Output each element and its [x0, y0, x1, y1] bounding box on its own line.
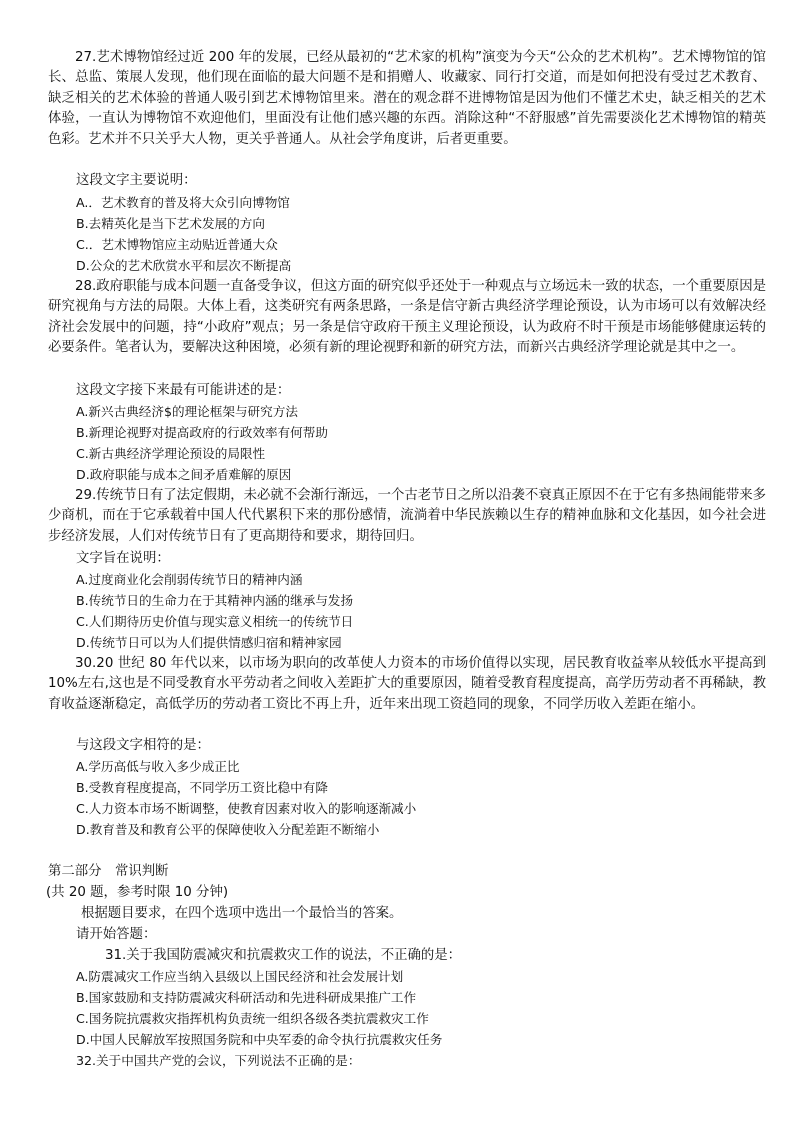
question-30-passage: 30.20 世纪 80 年代以来，以市场为职向的改革使人力资本的市场价值得以实现，居民教育收益率从较低水平提高到 10%左右,这也是不同受教育水平劳动者之间收入差距扩大的重要原因，随着受教育程度提高，高学历劳动者不再稀缺，教育收益逐渐稳定，高低学历的劳动者工资比不再上升，近年来出现工资趋同的现象，不同学历收入差距在缩小。	[48, 656, 766, 712]
question-30-option-a: A.学历高低与收入多少成正比	[76, 759, 240, 774]
question-31-prompt: 31.关于我国防震减灾和抗震救灾工作的说法，不正确的是：	[105, 948, 462, 963]
question-30-prompt: 与这段文字相符的是：	[76, 738, 210, 753]
question-27-option-d: D.公众的艺术欣赏水平和层次不断提高	[76, 258, 292, 273]
question-31-option-c: C.国务院抗震救灾指挥机构负责统一组织各级各类抗震救灾工作	[76, 1011, 429, 1026]
section-2-title: 第二部分 常识判断	[48, 864, 169, 879]
question-29-option-a: A.过度商业化会削弱传统节日的精神内涵	[76, 572, 303, 587]
question-31-option-a: A.防震减灾工作应当纳入县级以上国民经济和社会发展计划	[76, 969, 404, 984]
question-28-option-a: A.新兴古典经济$的理论框架与研究方法	[76, 404, 298, 419]
question-30-option-d: D.教育普及和教育公平的保障使收入分配差距不断缩小	[76, 822, 380, 837]
section-2-start: 请开始答题：	[76, 927, 157, 942]
question-28-option-c: C.新古典经济学理论预设的局限性	[76, 446, 266, 461]
question-30-option-c: C.人力资本市场不断调整，使教育因素对收入的影响逐渐减小	[76, 801, 417, 816]
question-28-prompt: 这段文字接下来最有可能讲述的是：	[76, 383, 291, 398]
question-29-option-b: B.传统节日的生命力在于其精神内涵的继承与发扬	[76, 593, 354, 608]
question-29-prompt: 文字旨在说明：	[76, 551, 170, 566]
question-32-prompt: 32.关于中国共产党的会议，下列说法不正确的是：	[76, 1053, 361, 1068]
section-2-subtitle: (共 20 题，参考时限 10 分钟)	[46, 885, 229, 900]
section-2-instruction: 根据题目要求，在四个选项中选出一个最恰当的答案。	[81, 906, 403, 921]
question-30-option-b: B.受教育程度提高，不同学历工资比稳中有降	[76, 780, 328, 795]
question-27-option-a: A.．艺术教育的普及将大众引向博物馆	[76, 195, 290, 210]
question-29-option-c: C.人们期待历史价值与现实意义相统一的传统节日	[76, 614, 354, 629]
question-29-option-d: D.传统节日可以为人们提供情感归宿和精神家园	[76, 635, 342, 650]
question-27-prompt: 这段文字主要说明：	[76, 173, 197, 188]
question-27-passage: 27.艺术博物馆经过近 200 年的发展，已经从最初的“艺术家的机构”演变为今天“公众的艺术机构”。艺术博物馆的馆长、总监、策展人发现，他们现在面临的最大问题不是和捐赠人、收藏家、同行打交道，而是如何把没有受过艺术教育、缺乏相关的艺术体验的普通人吸引到艺术博物馆里来。潜在的观念群不进博物馆是因为他们不懂艺术史，缺乏相关的艺术体验，一直认为博物馆不欢迎他们，里面没有让他们感兴趣的东西。消除这种“不舒服感”首先需要淡化艺术博物馆的精英色彩。艺术并不只关乎大人物，更关乎普通人。从社会学角度讲，后者更重要。	[48, 50, 766, 147]
question-29-passage: 29.传统节日有了法定假期，未必就不会渐行渐远，一个古老节日之所以沿袭不衰真正原因不在于它有多热闹能带来多少商机，而在于它承载着中国人代代累积下来的那份感情，流淌着中华民族赖以生存的精神血脉和文化基因，如今社会进步经济发展，人们对传统节日有了更高期待和要求，期待回归。	[48, 488, 766, 544]
question-27-option-c: C.．艺术博物馆应主动贴近普通大众	[76, 237, 278, 252]
question-31-option-d: D.中国人民解放军按照国务院和中央军委的命令执行抗震救灾任务	[76, 1032, 443, 1047]
question-28-passage: 28.政府职能与成本问题一直备受争议，但这方面的研究似乎还处于一种观点与立场远未一致的状态，一个重要原因是研究视角与方法的局限。大体上看，这类研究有两条思路，一条是信守新古典经济学理论预设，认为市场可以有效解决经济社会发展中的问题，持“小政府”观点；另一条是信守政府干预主义理论预设，认为政府不时干预是市场能够健康运转的必要条件。笔者认为，要解决这种困境，必须有新的理论视野和新的研究方法，而新兴古典经济学理论就是其中之一。	[48, 279, 766, 356]
question-28-option-b: B.新理论视野对提高政府的行政效率有何帮助	[76, 425, 328, 440]
question-28-option-d: D.政府职能与成本之间矛盾难解的原因	[76, 467, 292, 482]
question-27-option-b: B.去精英化是当下艺术发展的方向	[76, 216, 265, 231]
question-31-option-b: B.国家鼓励和支持防震减灾科研活动和先进科研成果推广工作	[76, 990, 417, 1005]
